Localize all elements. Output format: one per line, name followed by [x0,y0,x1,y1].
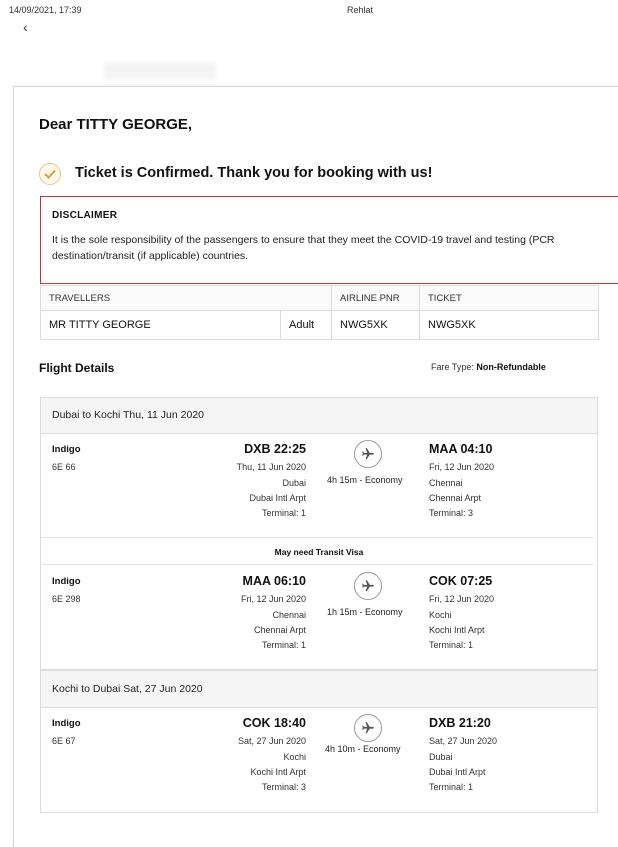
arrival-terminal: Terminal: 1 [429,640,474,650]
departure-airport: Kochi Intl Arpt [250,767,306,777]
flight-duration: 1h 15m - Economy [327,607,403,617]
airplane-icon [354,714,382,742]
ticket-header: TICKET [420,286,599,311]
transit-visa-note: May need Transit Visa [274,547,364,557]
divider [42,537,594,538]
departure-city: Kochi [283,752,306,762]
airline-name: Indigo [52,444,81,455]
check-circle-icon [39,163,61,185]
fare-type-label: Fare Type: [431,362,474,372]
flight-number: 6E 298 [52,594,81,604]
arrival-time: COK 07:25 [429,574,493,588]
airplane-icon [354,440,382,468]
traveller-name: MR TITTY GEORGE [41,311,281,340]
flight-duration: 4h 10m - Economy [325,744,401,754]
disclaimer-title: DISCLAIMER [52,210,118,221]
departure-airport: Chennai Arpt [253,625,306,635]
airline-name: Indigo [52,576,81,587]
airplane-icon [354,572,382,600]
departure-airport: Dubai Intl Arpt [249,493,306,503]
departure-terminal: Terminal: 3 [261,782,306,792]
disclaimer-line: destination/transit (if applicable) countries. [52,249,249,262]
fare-type [431,362,546,372]
departure-time: DXB 22:25 [244,442,306,456]
departure-time: MAA 06:10 [242,574,306,588]
arrival-airport: Dubai Intl Arpt [429,767,486,777]
arrival-city: Kochi [429,610,452,620]
traveller-ticket: NWG5XK [420,311,599,340]
departure-terminal: Terminal: 1 [261,640,306,650]
disclaimer-line: It is the sole responsibility of the passengers to ensure that they meet the COVID-19 travel and testing (PCR [52,234,555,246]
divider [42,564,594,565]
arrival-date: Fri, 12 Jun 2020 [429,462,495,472]
greeting: Dear TITTY GEORGE, [39,116,193,133]
arrival-airport: Kochi Intl Arpt [429,625,485,635]
arrival-date: Sat, 27 Jun 2020 [429,736,498,746]
flight-details-title: Flight Details [39,361,115,375]
arrival-time: MAA 04:10 [429,442,493,456]
print-timestamp: 14/09/2021, 17:39 [9,5,82,15]
arrival-terminal: Terminal: 1 [429,782,474,792]
faded-logo [104,63,216,79]
arrival-city: Chennai [429,478,463,488]
departure-terminal: Terminal: 1 [261,508,306,518]
departure-city: Chennai [272,610,306,620]
arrival-date: Fri, 12 Jun 2020 [429,594,495,604]
arrival-time: DXB 21:20 [429,716,491,730]
arrival-terminal: Terminal: 3 [429,508,474,518]
fare-type-value: Non-Refundable [476,362,546,372]
journey-heading: Dubai to Kochi Thu, 11 Jun 2020 [52,409,204,421]
flight-duration: 4h 15m - Economy [327,475,403,485]
back-chevron-icon[interactable]: ‹ [23,19,28,35]
journey-panel [40,397,598,670]
departure-city: Dubai [282,478,306,488]
travellers-header: TRAVELLERS [41,286,332,311]
airline-name: Indigo [52,718,81,729]
confirmation-message: Ticket is Confirmed. Thank you for booking with us! [75,165,433,181]
travellers-table [40,285,599,340]
disclaimer-text [52,233,618,264]
arrival-city: Dubai [429,752,453,762]
journey-heading: Kochi to Dubai Sat, 27 Jun 2020 [52,683,203,695]
departure-date: Sat, 27 Jun 2020 [237,736,306,746]
departure-date: Thu, 11 Jun 2020 [236,462,306,472]
page-header-title: Rehlat [347,5,374,15]
traveller-type: Adult [281,311,332,340]
departure-time: COK 18:40 [242,716,306,730]
table-row [41,311,599,340]
arrival-airport: Chennai Arpt [429,493,482,503]
pnr-header: AIRLINE PNR [332,286,420,311]
traveller-pnr: NWG5XK [332,311,420,340]
flight-number: 6E 67 [52,736,76,746]
departure-date: Fri, 12 Jun 2020 [240,594,306,604]
flight-number: 6E 66 [52,462,76,472]
